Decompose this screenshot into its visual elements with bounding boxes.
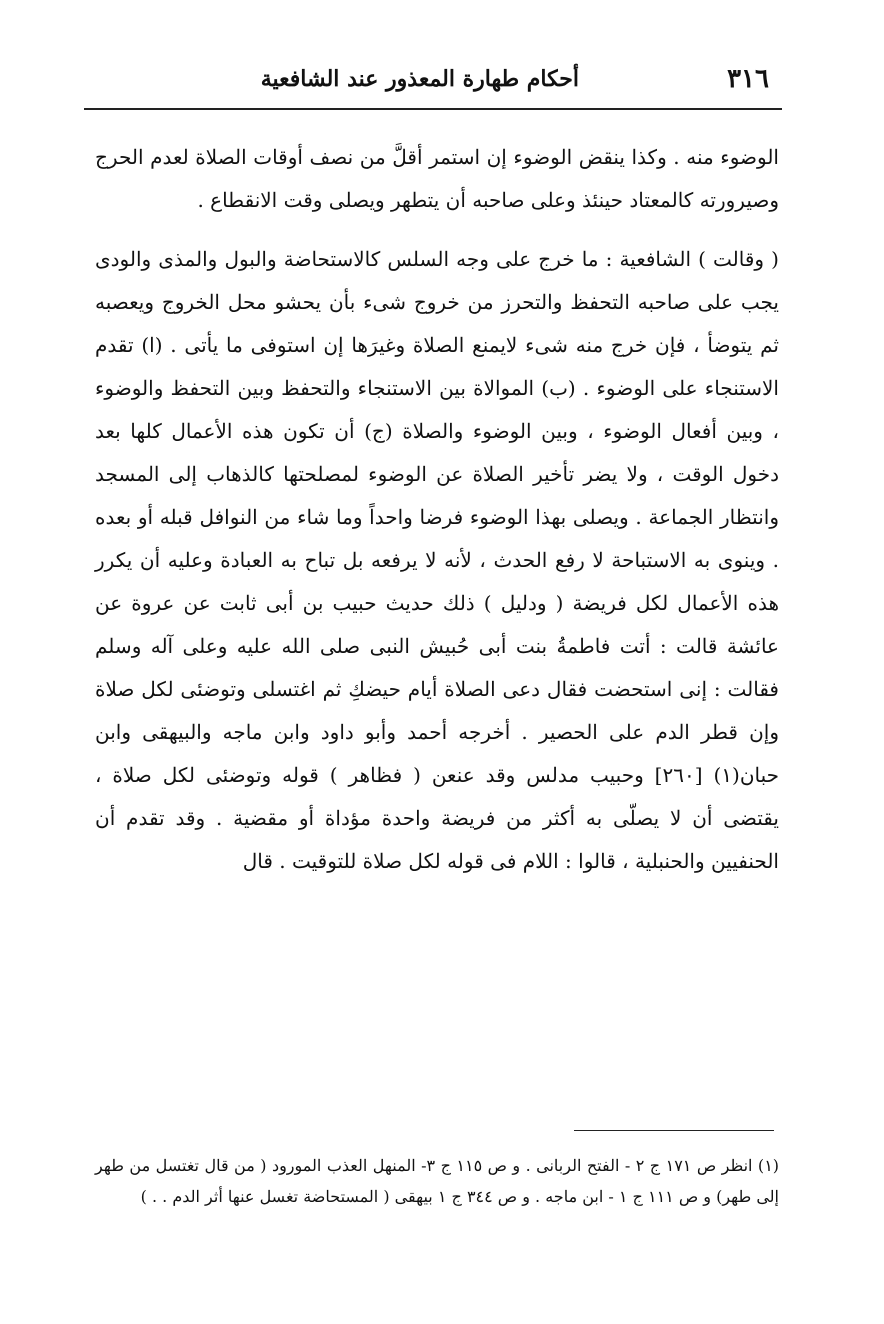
paragraph: الوضوء منه . وكذا ينقض الوضوء إن استمر أقلَّ من نصف أوقات الصلاة لعدم الحرج وصيرورته كالمعتاد حينئذ وعلى صاحبه أن يتطهر ويصلى وقت الانقطاع . — [95, 145, 779, 212]
footnote: (١) انظر ص ١٧١ ج ٢ - الفتح الربانى . و ص ١١٥ ج ٣- المنهل العذب المورود ( من قال تغتسل من طهر إلى طهر) و ص ١١١ ج ١ - ابن ماجه . و ص ٣٤٤ ج ١ بيهقى ( المستحاضة تغسل عنها أثر الدم . . ) — [95, 1156, 780, 1206]
footnote-divider — [574, 1130, 774, 1131]
running-title: أحكام طهارة المعذور عند الشافعية — [260, 66, 579, 92]
header-divider — [84, 108, 782, 110]
page-header — [95, 56, 779, 100]
main-text — [95, 136, 779, 883]
page-number: ٣١٦ — [727, 64, 769, 94]
paragraph: ( وقالت ) الشافعية : ما خرج على وجه السلس كالاستحاضة والبول والمذى والودى يجب على صاحبه التحفظ والتحرز من خروج شىء بأن يحشو محل الخروج ويعصبه ثم يتوضأ ، فإن خرج منه شىء لايمنع الصلاة وغيرَها إن استوفى ما يأتى . (ا) تقدم الاستنجاء على الوضوء . (ب) الموالاة بين الاستنجاء والتحفظ وبين التحفظ والوضوء ، وبين أفعال الوضوء ، وبين الوضوء والصلاة (ج) أن تكون هذه الأعمال كلها بعد دخول الوقت ، ولا يضر تأخير الصلاة عن الوضوء لمصلحتها كالذهاب إلى المسجد وانتظار الجماعة . ويصلى بهذا الوضوء فرضا واحداً وما شاء من النوافل قبله أو بعده . وينوى به الاستباحة لا رفع الحدث ، لأنه لا يرفعه بل تباح به العبادة وعليه أن يكرر هذه الأعمال لكل فريضة ( ودليل ) ذلك حديث حبيب بن أبى ثابت عن عروة عن عائشة قالت : أتت فاطمةُ بنت أبى حُبيش النبى صلى الله عليه وعلى آله وسلم فقالت : إنى استحضت فقال دعى الصلاة أيام حيضكِ ثم اغتسلى وتوضئى لكل صلاة وإن قطر الدم على الحصير . أخرجه أحمد وأبو داود وابن ماجه والبيهقى وابن حبان(١) [٢٦٠] وحبيب مدلس وقد عنعن ( فظاهر ) قوله وتوضئى لكل صلاة ، يقتضى أن لا يصلّى به أكثر من فريضة واحدة مؤداة أو مقضية . وقد تقدم أن الحنفيين والحنبلية ، قالوا : اللام فى قوله لكل صلاة للتوقيت . قال — [95, 247, 779, 873]
